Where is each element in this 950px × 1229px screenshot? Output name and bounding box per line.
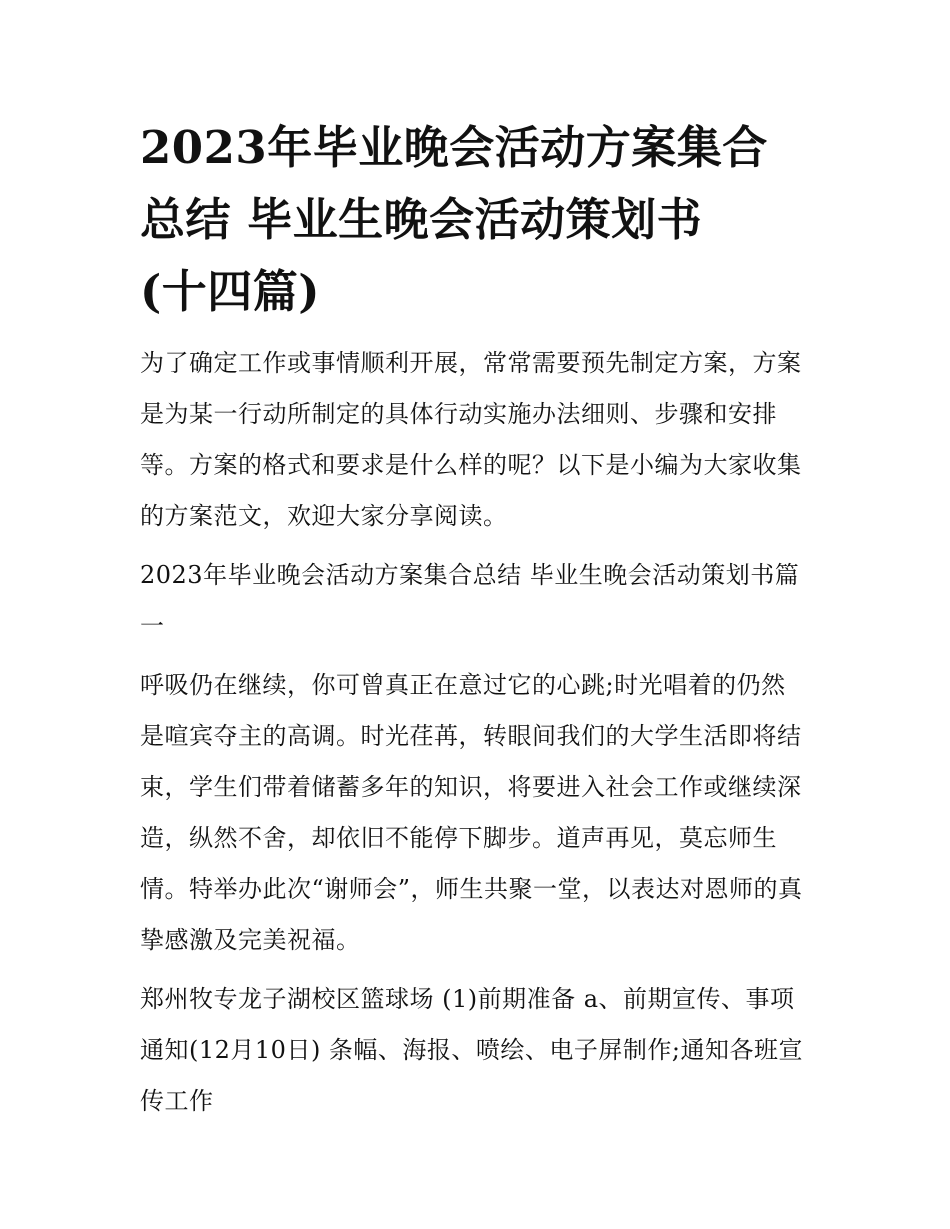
paragraph-line: 束，学生们带着储蓄多年的知识，将要进入社会工作或继续深: [140, 773, 802, 801]
document-page: [140, 112, 820, 1135]
paragraph-line: 郑州牧专龙子湖校区篮球场 (1)前期准备 a、前期宣传、事项: [140, 985, 795, 1013]
title-line: (十四篇): [140, 265, 321, 318]
paragraph-line: 是为某一行动所制定的具体行动实施办法细则、步骤和安排: [140, 400, 777, 428]
paragraph-line: 等。方案的格式和要求是什么样的呢？以下是小编为大家收集: [140, 451, 802, 479]
body-paragraph: [140, 660, 820, 966]
paragraph-line: 情。特举办此次“谢师会”，师生共聚一堂，以表达对恩师的真: [140, 875, 803, 903]
paragraph-line: 造，纵然不舍，却依旧不能停下脚步。道声再见，莫忘师生: [140, 824, 777, 852]
paragraph-line: 2023年毕业晚会活动方案集合总结 毕业生晚会活动策划书篇: [140, 561, 800, 589]
paragraph-line: 挚感激及完美祝福。: [140, 926, 361, 954]
intro-paragraph: [140, 338, 820, 542]
venue-paragraph: [140, 974, 820, 1127]
paragraph-line: 是喧宾夺主的高调。时光荏苒，转眼间我们的大学生活即将结: [140, 722, 802, 750]
paragraph-line: 通知(12月10日) 条幅、海报、喷绘、电子屏制作;通知各班宣: [140, 1036, 804, 1064]
section-heading-paragraph: [140, 550, 820, 652]
paragraph-line: 为了确定工作或事情顺利开展，常常需要预先制定方案，方案: [140, 349, 802, 377]
paragraph-line: 传工作: [140, 1087, 214, 1115]
paragraph-line: 的方案范文，欢迎大家分享阅读。: [140, 502, 508, 530]
title-line: 2023年毕业晚会活动方案集合: [140, 121, 768, 174]
paragraph-line: 呼吸仍在继续，你可曾真正在意过它的心跳;时光唱着的仍然: [140, 671, 786, 699]
document-title: [140, 112, 820, 328]
paragraph-line: 一: [140, 612, 165, 640]
title-line: 总结 毕业生晚会活动策划书: [140, 193, 703, 246]
